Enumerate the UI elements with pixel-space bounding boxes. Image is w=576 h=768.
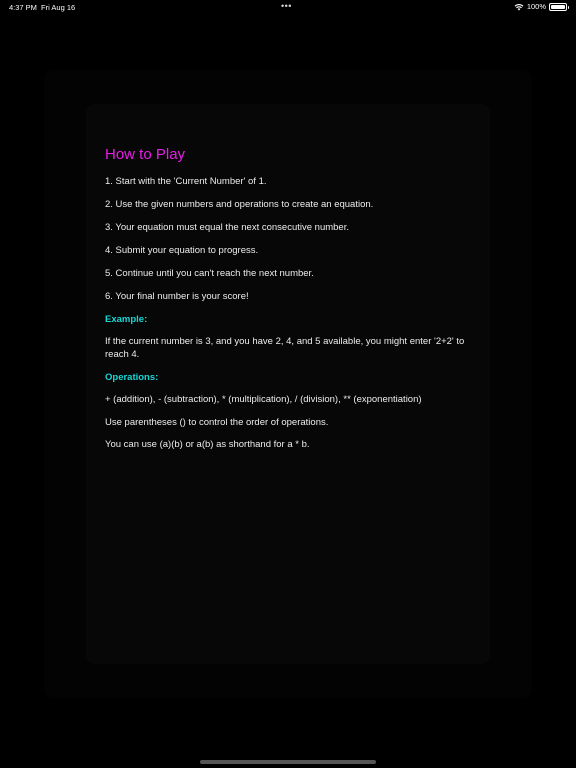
battery-percentage: 100% (526, 2, 546, 11)
operations-heading: Operations: (105, 372, 159, 383)
parentheses-note: Use parentheses () to control the order of operations. (105, 416, 329, 428)
wifi-icon (514, 3, 524, 11)
step-item: 6. Your final number is your score! (105, 291, 249, 302)
step-item: 4. Submit your equation to progress. (105, 245, 259, 256)
example-heading: Example: (105, 314, 148, 325)
how-to-play-panel (105, 146, 477, 462)
home-indicator[interactable] (200, 760, 376, 764)
multitasking-dots[interactable]: ••• (281, 1, 292, 11)
status-indicators (514, 2, 567, 11)
operations-list: + (addition), - (subtraction), * (multiplication), / (division), ** (exponentiation) (105, 394, 422, 405)
step-item: 5. Continue until you can't reach the next number. (105, 268, 314, 279)
battery-fill (551, 5, 565, 9)
help-title: How to Play (105, 146, 186, 163)
status-time: 4:37 PM (9, 3, 37, 12)
battery-icon (549, 3, 567, 11)
shorthand-note: You can use (a)(b) or a(b) as shorthand for a * b. (105, 439, 310, 450)
step-item: 1. Start with the 'Current Number' of 1. (105, 176, 267, 187)
step-item: 3. Your equation must equal the next consecutive number. (105, 222, 349, 233)
step-item: 2. Use the given numbers and operations to create an equation. (105, 199, 374, 210)
status-date: Fri Aug 16 (41, 3, 76, 12)
status-bar (0, 0, 576, 14)
example-text: If the current number is 3, and you have 2, 4, and 5 available, you might enter '2+2' to reach 4. (105, 336, 465, 360)
